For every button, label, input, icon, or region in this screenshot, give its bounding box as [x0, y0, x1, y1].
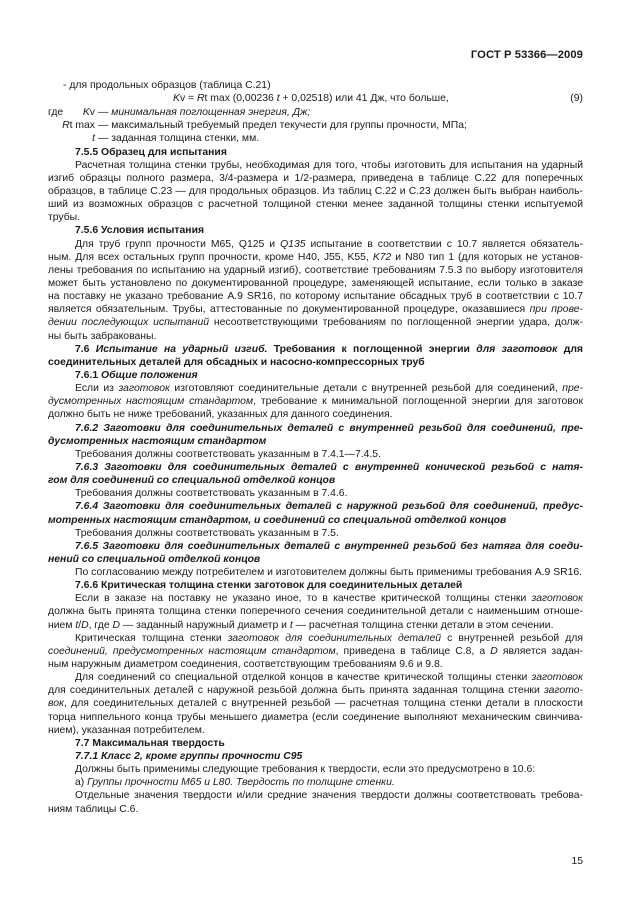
definition-item — [48, 119, 583, 132]
document-body — [48, 79, 583, 816]
text-line: Отдельные значения твердости и/или средние значения твердости должны соответствовать требова- — [75, 790, 583, 802]
text-line: а) Группы прочности М65 и L80. Твердость по толщине стенки. — [75, 777, 395, 789]
text-line: изгиб образцы полного размера, 3/4-размера и 1/2-размера, приведена в таблице С.22 для поперечных — [48, 172, 583, 184]
text-line: должна быть принята толщина стенки поперечного сечения соединительной детали с наименьшим отноше- — [48, 606, 583, 618]
text-line: Расчетная толщина стенки трубы, необходимая для того, чтобы изготовить для испытания на ударный — [75, 159, 583, 171]
text-line: нений со специальной отделкой концов — [48, 553, 261, 565]
text-line: Требования должны соответствовать указанным в 7.4.6. — [75, 488, 348, 500]
text-line: торца ниппельного конца трубы меньшего диаметра (если соединение выполняют механическим свинчива- — [48, 711, 583, 723]
text-line: 7.6.2 Заготовки для соединительных деталей с внутренней резьбой для соединений, пре- — [75, 422, 583, 434]
definition-text: — максимальный требуемый предел текучести для группы прочности, МПа; — [98, 120, 467, 132]
text-line: 7.6.5 Заготовки для соединительных деталей с внутренней резьбой без натяга для соеди- — [75, 540, 583, 552]
definition-symbol: Kv — [82, 107, 95, 119]
definition-item — [48, 132, 583, 145]
text-line: дении последующих испытаний несоответствующими требованиям по поглощенной энергии удара, долж- — [48, 317, 583, 329]
text-line: 7.5.6 Условия испытания — [75, 225, 205, 237]
text-line: Требования должны соответствовать указанным в 7.5. — [75, 527, 339, 539]
text-line: Для соединений со специальной отделкой концов в качестве критической толщины стенки заготовок — [75, 672, 583, 684]
text-line: должно быть не ниже требований, указанных для данного соединения. — [48, 409, 393, 421]
text-line: 7.6 Испытание на ударный изгиб. Требования к поглощенной энергии для заготовок для — [75, 343, 583, 355]
text-line: может быть установлено по документированной процедуре, заменяющей испытание, если только в заказе — [48, 277, 583, 289]
text-line: 7.6.1 Общие положения — [75, 369, 198, 381]
formula-intro: - для продольных образцов (таблица С.21) — [63, 80, 271, 91]
definition-text: — минимальная поглощенная энергия, Дж; — [98, 107, 311, 119]
formula-equation: Kv = Rt max (0,00236 t + 0,02518) или 41 Дж, что больше, — [173, 93, 449, 105]
text-line: дусмотренных настоящим стандартом — [48, 435, 267, 447]
text-line: дусмотренных настоящим стандартом, требование к минимальной поглощенной энергии для заготовок — [48, 396, 583, 408]
text-line: нием), указанная потребителем. — [48, 724, 205, 736]
definition-symbol: t — [92, 133, 95, 145]
formula-number: (9) — [570, 93, 583, 105]
text-line: 7.7.1 Класс 2, кроме группы прочности С95 — [75, 751, 303, 763]
text-line: ным. Для всех остальных групп прочности, кроме Н40, J55, K55, K72 и N80 тип 1 (для которых не установ- — [48, 251, 583, 263]
text-line: соединений, предусмотренных настоящим стандартом, приведена в таблице С.8, а D является задан- — [48, 645, 583, 657]
definition-text: — заданная толщина стенки, мм. — [98, 133, 260, 145]
text-line: вок, для соединительных деталей с внутренней резьбой — расчетная толщина стенки детали в плоскости — [48, 698, 583, 710]
formula-row — [48, 92, 583, 106]
definition-item: где Kv — минимальная поглощенная энергия, Дж; — [48, 107, 311, 119]
text-line: 7.5.5 Образец для испытания — [75, 146, 227, 158]
text-line: ниям таблицы С.6. — [48, 803, 139, 815]
document-header: ГОСТ Р 53366—2009 — [470, 49, 583, 61]
text-line: гом для соединений со специальной отделкой концов — [48, 475, 336, 487]
text-line: 7.6.4 Заготовки для соединительных деталей с наружной резьбой для соединений, предус- — [75, 501, 583, 513]
text-line: мотренных настоящим стандартом, и соединений со специальной отделкой концов — [48, 514, 507, 526]
text-line: нием t/D, где D — заданный наружный диаметр и t — расчетная толщина стенки детали в этом сечении. — [48, 619, 554, 631]
text-line: соединительных деталей для обсадных и насосно-компрессорных труб — [48, 356, 425, 368]
text-line: для соединительных деталей с наружной резьбой должна быть принята заданная толщина стенки загото- — [48, 685, 583, 697]
text-line: Для труб групп прочности М65, Q125 и Q135 испытание в соответствии с 10.7 является обязатель- — [75, 238, 583, 250]
text-line: образцов, в таблице С.23 — для продольных образцов. Из таблиц С.22 и С.23 должен быть выбран наиболь- — [48, 185, 583, 197]
text-line: ны быть забракованы. — [48, 330, 157, 342]
text-line: 7.6.6 Критическая толщина стенки заготовок для соединительных деталей — [75, 580, 463, 592]
text-line: По согласованию между потребителем и изготовителем должны быть применимы требования А.9 SR16. — [75, 567, 583, 579]
text-line: Если в заказе на поставку не указано иное, то в качестве критической толщины стенки заготовок — [75, 593, 583, 605]
text-line: 7.6.3 Заготовки для соединительных деталей с внутренней конической резьбой с натя- — [75, 461, 583, 473]
text-line: 7.7 Максимальная твердость — [75, 737, 225, 749]
text-line: Если из заготовок изготовляют соединительные детали с внутренней резьбой для соединений, пре- — [75, 383, 583, 395]
text-line: является обязательным. Трубы, аттестованные по документированной процедуре, оказавшиеся при прове- — [48, 304, 583, 316]
page-number: 15 — [571, 856, 583, 867]
definition-symbol: Rt max — [62, 120, 95, 132]
text-line: на поставку не указано требование А.9 SR16, по которому испытание обсадных труб в соответствии с 10.7 — [48, 291, 583, 303]
definitions-list — [48, 106, 583, 145]
text-line: Требования должны соответствовать указанным в 7.4.1—7.4.5. — [75, 448, 381, 460]
text-line: Должны быть применимы следующие требования к твердости, если это предусмотрено в 10.6: — [75, 764, 536, 776]
text-line: ший из возможных образцов с расчетной толщиной стенки менее заданной толщины стенки испытуемой — [48, 199, 583, 211]
text-lines — [48, 146, 583, 816]
text-line: Критическая толщина стенки заготовок для соединительных деталей с внутренней резьбой для — [75, 632, 583, 644]
text-line: лены требования по испытанию на ударный изгиб), соответствие требованиям 7.5.3 по выбору изготовителя — [48, 264, 583, 276]
text-line: ным наружным диаметром соединения, соответствующим требованиям 9.6 и 9.8. — [48, 659, 443, 671]
text-line: трубы. — [48, 212, 81, 224]
